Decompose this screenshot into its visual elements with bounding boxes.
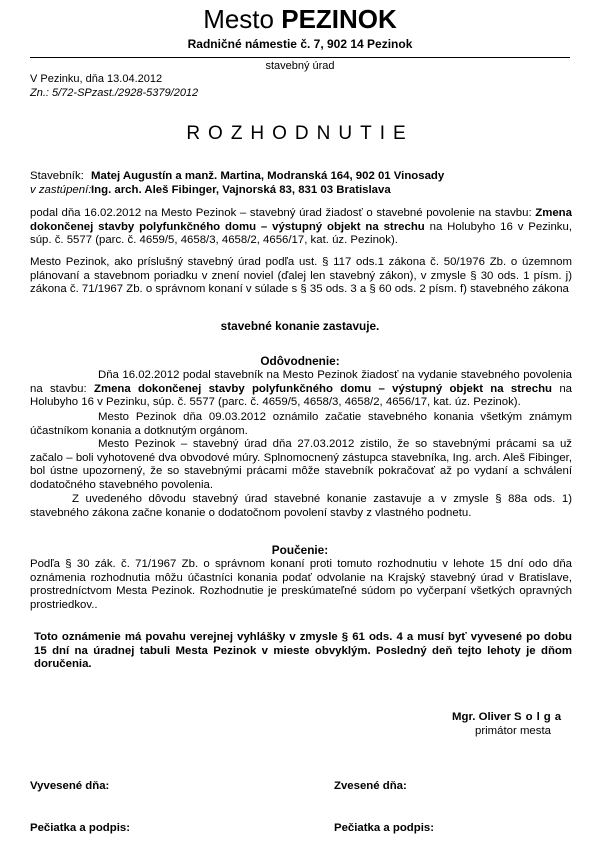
reasoning-p4-text: Z uvedeného dôvodu stavebný úrad stavebné konanie zastavuje a v zmysle § 88a ods. 1) stavebného zákona začne konanie o dodatočnom povolení stavby z vlastného podnetu. bbox=[30, 493, 572, 519]
reasoning-p1-project: Zmena dokončenej stavby polyfunkčného domu – výstupný objekt na strechu bbox=[93, 382, 553, 395]
signatory-name bbox=[452, 710, 565, 724]
header-divider bbox=[30, 57, 570, 58]
builder-value: Matej Augustín a manž. Martina, Modranská 164, 902 01 Vinosady bbox=[91, 170, 445, 182]
intro-project: Zmena dokončenej stavby polyfunkčného domu – výstupný objekt na strechu bbox=[30, 207, 572, 233]
posted-date-label: Vyvesené dňa: bbox=[30, 780, 110, 792]
reasoning-paragraph-1 bbox=[30, 369, 572, 410]
reasoning-paragraph-3 bbox=[30, 438, 572, 492]
city-address: Radničné námestie č. 7, 902 14 Pezinok bbox=[187, 37, 413, 51]
reference-number: Zn.: 5/72-SPzast./2928-5379/2012 bbox=[30, 87, 199, 99]
reasoning-p1-text-1: Dňa 16.02.2012 podal stavebník na Mesto Pezinok žiadosť na vydanie stavebného povolenia na stavbu: bbox=[30, 369, 572, 395]
reasoning-paragraph-4 bbox=[30, 493, 572, 520]
reasoning-p3-text: Mesto Pezinok – stavebný úrad dňa 27.03.2012 zistilo, že so stavebnými prácami sa už začalo – boli vyhotovené dva obvodové múry. Splnomocnený zástupca stavebníka, Ing. arch. Aleš Fibinger, bol ústne upozornený, že so stavebnými prácami môže stavebník pokračovať až po vydaní a schválení dodatočného stavebného povolenia. bbox=[30, 438, 572, 491]
reasoning-p2-text: Mesto Pezinok dňa 09.03.2012 oznámilo začatie stavebného konania všetkým známym účastníkom konania a dotknutým orgánom. bbox=[30, 411, 572, 437]
signatory-last-name: Solga bbox=[514, 711, 566, 723]
proxy-value: Ing. arch. Aleš Fibinger, Vajnorská 83, 831 03 Bratislava bbox=[91, 184, 391, 196]
builder-row bbox=[30, 169, 444, 183]
authority-paragraph: Mesto Pezinok, ako príslušný stavebný úrad podľa ust. § 117 ods.1 zákona č. 50/1976 Zb. o územnom plánovaní a stavebnom poriadku v znení noviel (ďalej len stavebný zákon), v zmysle § 30 ods. 1 písm. j) zákona č. 71/1967 Zb. o správnom konaní v súlade s § 35 ods. 3 a § 60 ods. 2 písm. f) stavebného zákona bbox=[30, 256, 572, 296]
public-notice: Toto oznámenie má povahu verejnej vyhlášky v zmysle § 61 ods. 4 a musí byť vyvesené po dobu 15 dní na úradnej tabuli Mesta Pezinok v mieste obvyklým. Posledný deň tejto lehoty je dňom doručenia. bbox=[34, 631, 572, 671]
city-name: PEZINOK bbox=[281, 4, 397, 34]
place-date: V Pezinku, dňa 13.04.2012 bbox=[30, 73, 163, 85]
proxy-label: v zastúpení: bbox=[30, 184, 92, 196]
reasoning-paragraph-2 bbox=[30, 411, 572, 438]
document-title: ROZHODNUTIE bbox=[186, 123, 414, 144]
intro-paragraph bbox=[30, 207, 572, 248]
removed-date-label: Zvesené dňa: bbox=[334, 780, 407, 792]
stamp-signature-right-label: Pečiatka a podpis: bbox=[334, 822, 435, 834]
document-header-city bbox=[0, 4, 600, 34]
reasoning-p1-text-2: na Holubyho 16 v Pezinku, súp. č. 5577 (parc. č. 4659/5, 4658/3, 4658/2, 4656/17, kat. úz. Pezinok). bbox=[30, 382, 572, 409]
signatory-first-name: Mgr. Oliver bbox=[452, 711, 511, 723]
proxy-row bbox=[30, 183, 391, 197]
decision-statement: stavebné konanie zastavuje. bbox=[220, 319, 380, 333]
office-name: stavebný úrad bbox=[265, 60, 335, 72]
stamp-signature-left-label: Pečiatka a podpis: bbox=[30, 822, 131, 834]
intro-text-2: na Holubyho 16 v Pezinku, súp. č. 5577 (parc. č. 4659/5, 4658/3, 4658/2, 4656/17, kat. úz. Pezinok). bbox=[30, 220, 572, 247]
instruction-paragraph: Podľa § 30 zák. č. 71/1967 Zb. o správnom konaní proti tomuto rozhodnutiu v lehote 15 dní odo dňa oznámenia rozhodnutia môžu účastníci konania podať odvolanie na Krajský stavebný úrad v Bratislave, prostredníctvom Mesta Pezinok. Rozhodnutie je preskúmateľné súdom po vyčerpaní všetkých opravných prostriedkov.. bbox=[30, 558, 572, 611]
intro-text-1: podal dňa 16.02.2012 na Mesto Pezinok – stavebný úrad žiadosť o stavebné povolenie na stavbu: bbox=[30, 207, 532, 219]
signatory-role: primátor mesta bbox=[475, 725, 551, 737]
city-prefix: Mesto bbox=[203, 4, 274, 34]
builder-label: Stavebník: bbox=[30, 170, 84, 182]
instruction-heading: Poučenie: bbox=[271, 543, 329, 557]
reasoning-heading: Odôvodnenie: bbox=[260, 354, 340, 368]
